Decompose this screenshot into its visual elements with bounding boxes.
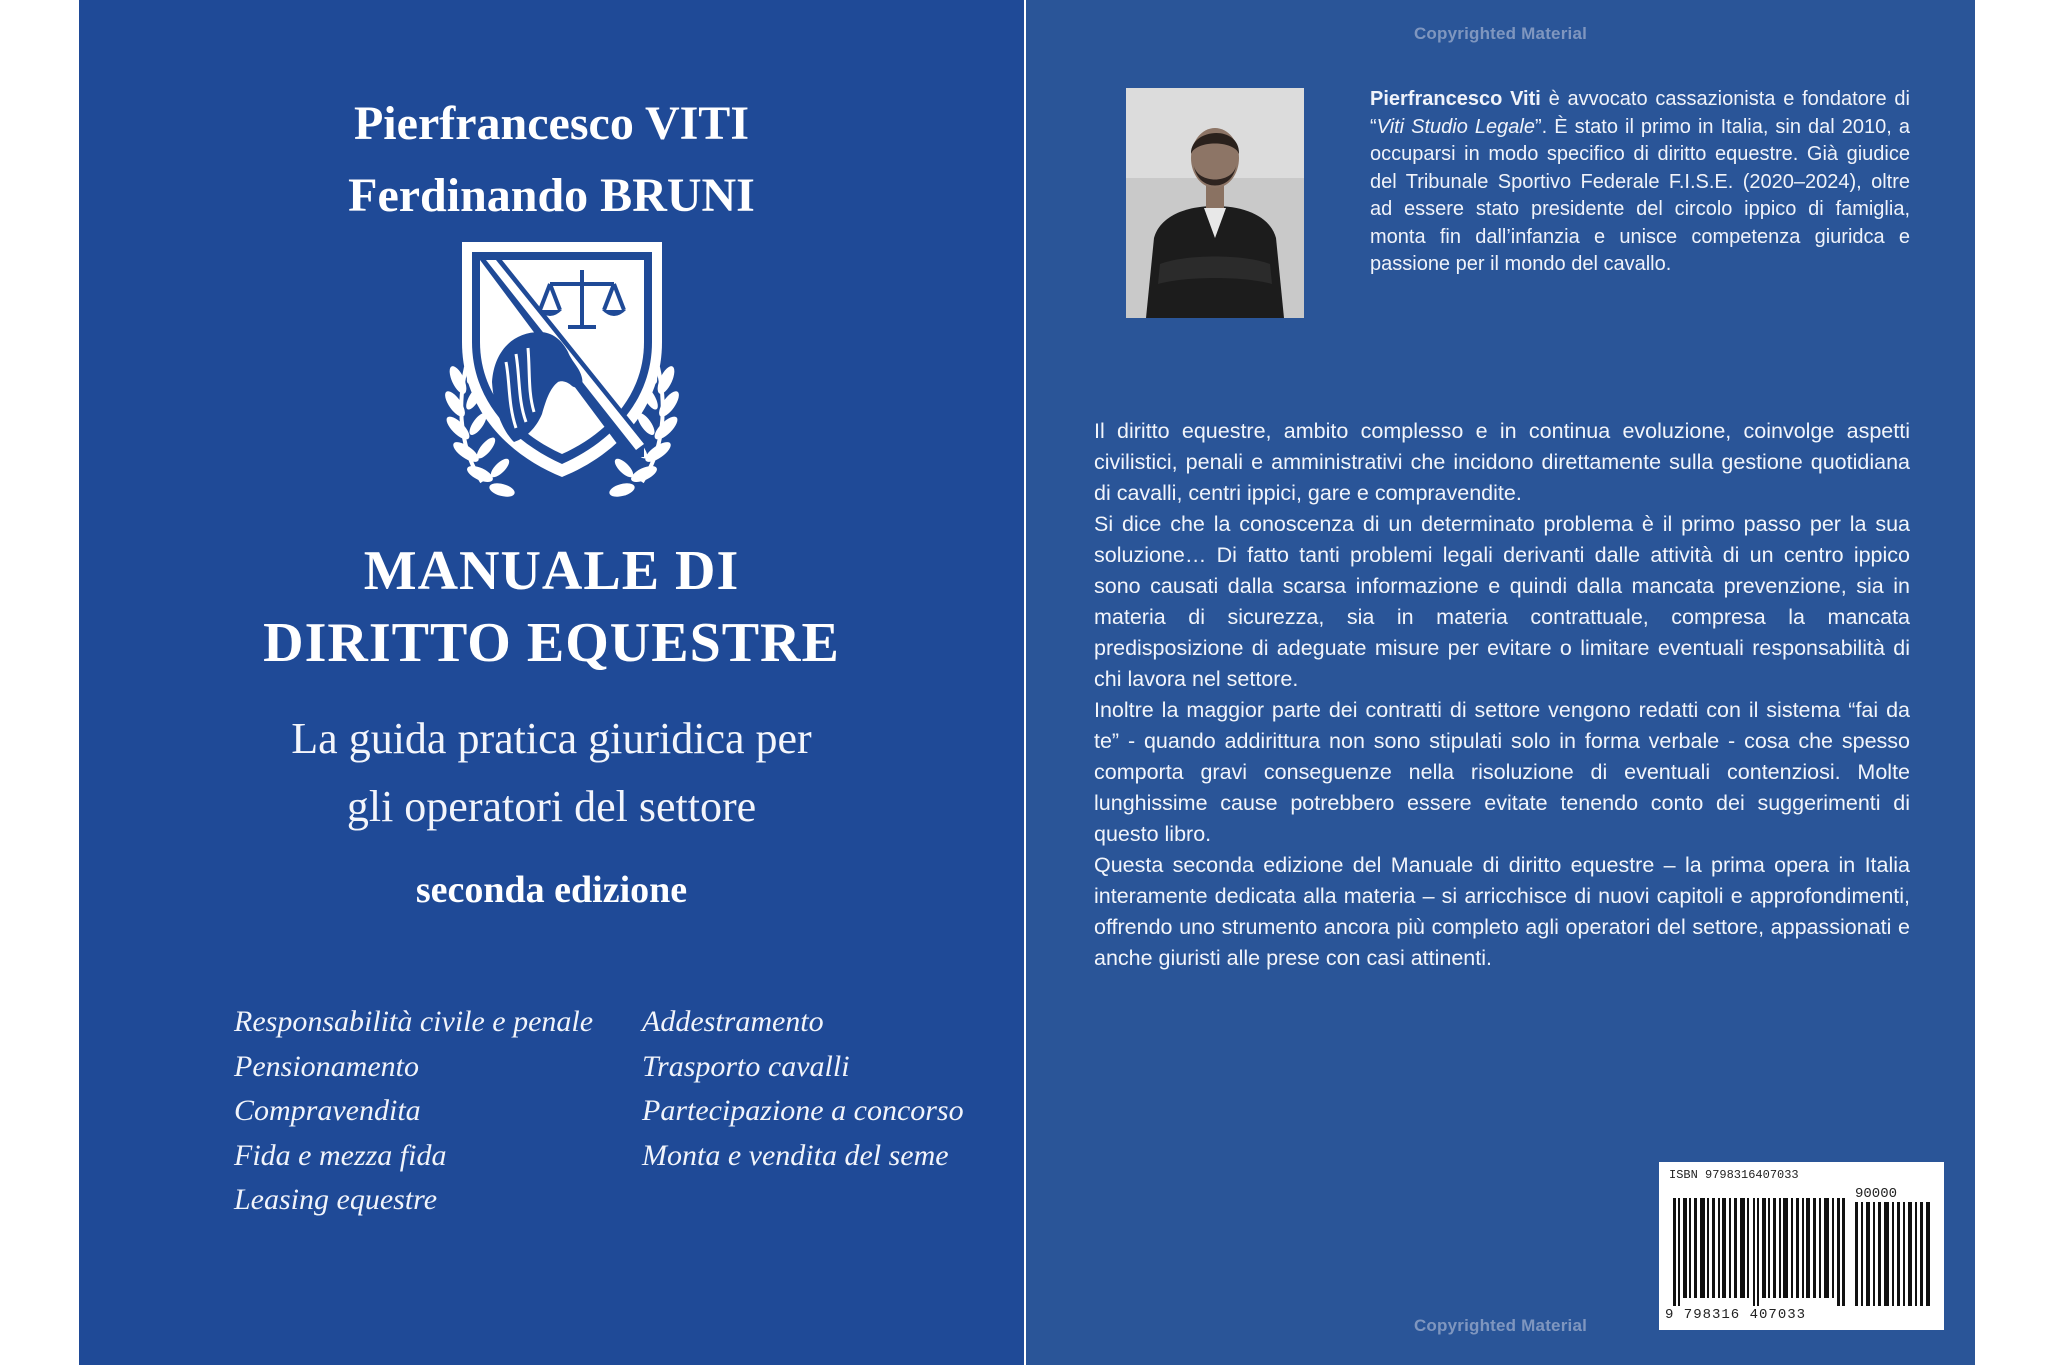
author-portrait bbox=[1126, 88, 1304, 318]
topic-item: Pensionamento bbox=[234, 1049, 419, 1083]
topic-item: Monta e vendita del seme bbox=[642, 1138, 949, 1172]
description-paragraph: Inoltre la maggior parte dei contratti di settore vengono redatti con il sistema “fai da te” - quando addirittura non sono stipulati solo in forma verbale - cosa che spesso comporta gravi conseguenze nella risoluzione di eventuali contenziosi. Molte lunghissime cause potrebbero essere evitate tenendo conto dei suggerimenti di questo libro. bbox=[1094, 698, 1910, 846]
description-paragraph: Si dice che la conoscenza di un determinato problema è il primo passo per la sua soluzione… Di fatto tanti problemi legali derivanti dalle attività di un centro ippico sono causati dalla scarsa informazione e quindi dalla mancata prevenzione, sia in materia di sicurezza, sia in materia contrattuale, compresa la mancata predisposizione di adeguate misure per evitare o limitare eventuali responsabilità di chi lavora nel settore. bbox=[1094, 512, 1910, 691]
portrait-image bbox=[1126, 88, 1304, 318]
shield-scales-horse-laurel-icon bbox=[422, 232, 702, 502]
isbn-label: ISBN 9798316407033 bbox=[1669, 1168, 1799, 1182]
topic-item: Partecipazione a concorso bbox=[642, 1094, 964, 1127]
price-barcode-icon bbox=[1855, 1202, 1933, 1306]
topic-item: Trasporto cavalli bbox=[642, 1049, 850, 1083]
bio-text: è avvocato cassazionista e fondatore di “ bbox=[1370, 88, 1910, 138]
front-cover bbox=[79, 0, 1024, 1365]
book-description bbox=[1094, 416, 1910, 974]
book-subtitle bbox=[79, 705, 1024, 841]
bio-studio-name: Viti Studio Legale bbox=[1376, 115, 1535, 138]
back-cover bbox=[1026, 0, 1975, 1365]
subtitle-line: gli operatori del settore bbox=[346, 782, 757, 831]
topic-item: Compravendita bbox=[234, 1094, 421, 1127]
description-paragraph: Il diritto equestre, ambito complesso e in continua evoluzione, coinvolge aspetti civilistici, penali e amministrativi che incidono direttamente sulla gestione quotidiana di cavalli, centri ippici, gare e compravendite. bbox=[1094, 419, 1910, 505]
copyright-watermark: Copyrighted Material bbox=[1413, 1316, 1588, 1335]
title-line: MANUALE DI bbox=[363, 540, 740, 602]
topic-item: Leasing equestre bbox=[234, 1183, 438, 1216]
title-line: DIRITTO EQUESTRE bbox=[263, 612, 840, 674]
author-name: Pierfrancesco VITI bbox=[353, 97, 749, 150]
topic-item: Fida e mezza fida bbox=[234, 1138, 447, 1172]
ean-number: 9 798316 407033 bbox=[1665, 1307, 1807, 1323]
book-title bbox=[79, 535, 1024, 679]
isbn-barcode bbox=[1659, 1162, 1944, 1330]
description-paragraph: Questa seconda edizione del Manuale di diritto equestre – la prima opera in Italia interamente dedicata alla materia – si arricchisce di nuovi capitoli e approfondimenti, offrendo uno strumento ancora più completo agli operatori del settore, appassionati e anche giuristi alle prese con casi attinenti. bbox=[1094, 853, 1910, 970]
edition-label: seconda edizione bbox=[415, 869, 688, 911]
bio-author-name: Pierfrancesco Viti bbox=[1370, 88, 1541, 110]
subtitle-line: La guida pratica giuridica per bbox=[291, 714, 812, 763]
bio-text: ”. È stato il primo in Italia, sin dal 2010, a occuparsi in modo specifico di diritto equestre. Già giudice del Tribunale Sportivo Federale F.I.S.E. (2020–2024), oltre ad essere stato presidente del circolo ippico di famiglia, monta fin dall’infanzia e unisce competenza giuridca e passione per il mondo del cavallo. bbox=[1370, 115, 1910, 275]
author-name: Ferdinando BRUNI bbox=[348, 169, 755, 222]
price-code: 90000 bbox=[1855, 1186, 1898, 1202]
author-bio bbox=[1370, 86, 1910, 279]
barcode-bars-icon bbox=[1673, 1198, 1845, 1306]
authors bbox=[79, 88, 1024, 232]
copyright-watermark: Copyrighted Material bbox=[1413, 24, 1588, 43]
topics-list-left bbox=[234, 1000, 593, 1223]
topics-list-right bbox=[642, 1000, 964, 1178]
topic-item: Addestramento bbox=[642, 1005, 824, 1038]
topic-item: Responsabilità civile e penale bbox=[234, 1005, 594, 1038]
